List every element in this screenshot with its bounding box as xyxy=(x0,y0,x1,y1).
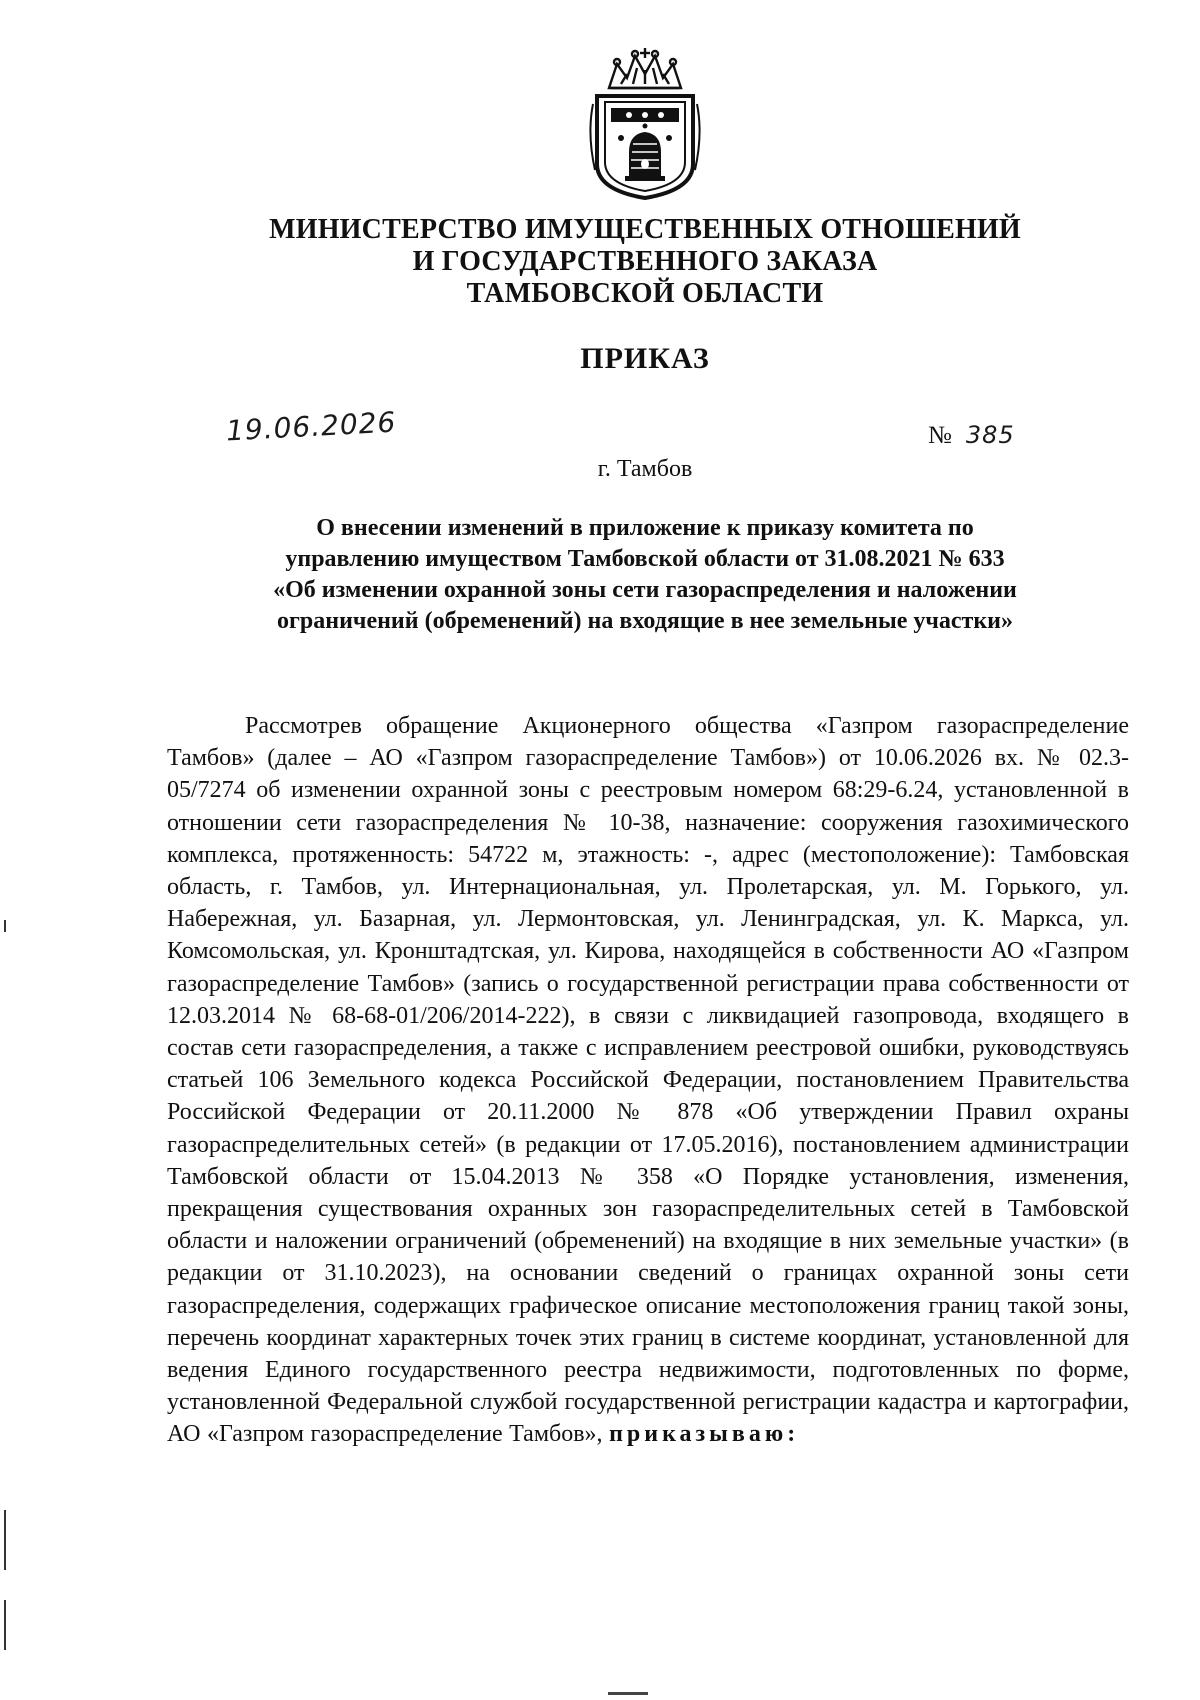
body-paragraph xyxy=(167,710,1129,1451)
ministry-name xyxy=(150,214,1140,310)
page-number-mark xyxy=(608,1692,648,1695)
scan-artifact xyxy=(4,920,6,932)
decree-word: приказываю: xyxy=(609,1421,800,1448)
subject-line: ограничений (обременений) на входящие в нее земельные участки» xyxy=(277,608,1013,634)
ministry-line: ТАМБОВСКОЙ ОБЛАСТИ xyxy=(466,278,824,309)
order-number: 385 xyxy=(965,421,1015,449)
subject-line: «Об изменении охранной зоны сети газораспределения и наложении xyxy=(273,577,1017,603)
tambov-coat-of-arms-icon xyxy=(587,44,703,202)
subject-line: управлению имуществом Тамбовской области от 31.08.2021 № 633 xyxy=(285,546,1005,572)
scan-artifact xyxy=(4,1510,6,1570)
scan-artifact xyxy=(4,1600,6,1650)
ministry-line: МИНИСТЕРСТВО ИМУЩЕСТВЕННЫХ ОТНОШЕНИЙ xyxy=(269,214,1021,245)
city-line: г. Тамбов xyxy=(597,456,693,482)
document-type-title: ПРИКАЗ xyxy=(580,342,710,375)
body-text: Рассмотрев обращение Акционерного общества «Газпром газораспределение Тамбов» (далее – АО «Газпром газораспределение Тамбов») от 10.06.2026 вх. № 02.3-05/7274 об изменении охранной зоны с реестровым номером 68:29-6.24, установленной в отношении сети газораспределения № 10-38, назначение: сооружения газохимического комплекса, протяженность: 54722 м, этажность: -, адрес (местоположение): Тамбовская область, г. Тамбов, ул. Интернациональная, ул. Пролетарская, ул. М. Горького, ул. Набережная, ул. Базарная, ул. Лермонтовская, ул. Ленинградская, ул. К. Маркса, ул. Комсомольская, ул. Кронштадтская, ул. Кирова, находящейся в собственности АО «Газпром газораспределение Тамбов» (запись о государственной регистрации права собственности от 12.03.2014 № 68-68-01/206/2014-222), в связи с ликвидацией газопровода, входящего в состав сети газораспределения, а также с исправлением реестровой ошибки, руководствуясь статьей 106 Земельного кодекса Российской Федерации, постановлением Правительства Российской Федерации от 20.11.2000 № 878 «Об утверждении Правил охраны газораспределительных сетей» (в редакции от 17.05.2016), постановлением администрации Тамбовской области от 15.04.2013 № 358 «О Порядке установления, изменения, прекращения существования охранных зон газораспределительных сетей в Тамбовской области и наложении ограничений (обременений) на входящие в них земельные участки» (в редакции от 31.10.2023), на основании сведений о границах охранной зоны сети газораспределения, содержащих графическое описание местоположения границ такой зоны, перечень координат характерных точек этих границ в системе координат, установленной для ведения Единого государственного реестра недвижимости, подготовленных по форме, установленной Федеральной службой государственной регистрации кадастра и картографии, АО «Газпром газораспределение Тамбов», xyxy=(167,713,1129,1448)
ministry-line: И ГОСУДАРСТВЕННОГО ЗАКАЗА xyxy=(412,246,878,277)
subject-line: О внесении изменений в приложение к приказу комитета по xyxy=(316,515,974,541)
order-subject xyxy=(150,513,1140,637)
order-date: 19.06.2026 xyxy=(225,405,398,448)
order-number-block xyxy=(928,420,1015,450)
number-sign: № xyxy=(928,422,952,449)
